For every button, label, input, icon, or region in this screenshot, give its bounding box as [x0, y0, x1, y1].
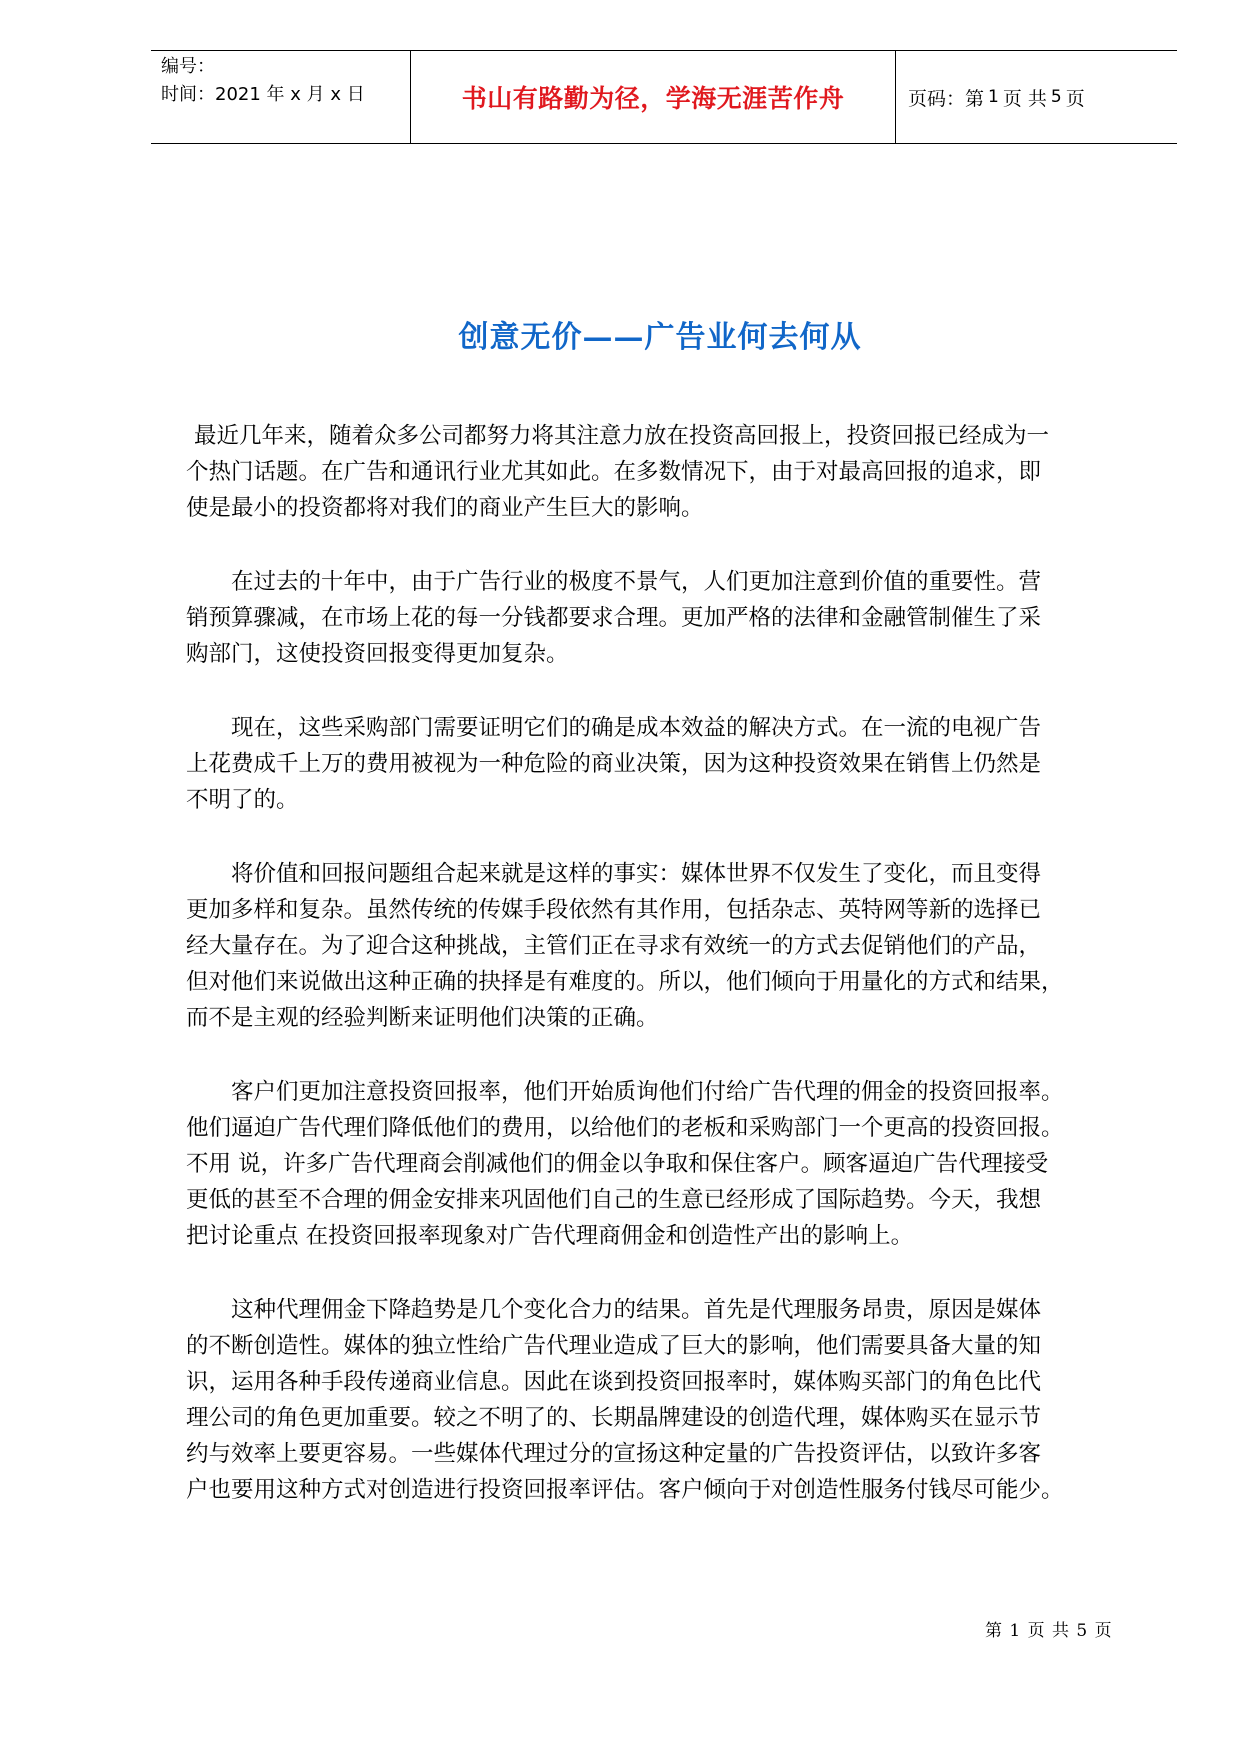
paragraph-line: 识，运用各种手段传递商业信息。因此在谈到投资回报率时，媒体购买部门的角色比代 [186, 1369, 1042, 1395]
page-total: 5 [1050, 87, 1062, 107]
paragraph-line: 户也要用这种方式对创造进行投资回报率评估。客户倾向于对创造性服务付钱尽可能少。 [186, 1477, 1064, 1503]
paragraph-line: 不明了的。 [186, 787, 299, 813]
paragraph-line: 这种代理佣金下降趋势是几个变化合力的结果。首先是代理服务昂贵，原因是媒体 [231, 1297, 1042, 1323]
paragraph-line: 在过去的十年中，由于广告行业的极度不景气，人们更加注意到价值的重要性。营 [231, 569, 1042, 595]
header-meta-cell [151, 51, 411, 143]
paragraph-line: 更低的甚至不合理的佣金安排来巩固他们自己的生意已经形成了国际趋势。今天，我想 [186, 1187, 1042, 1213]
document-time-label: 时间：2021 年 x 月 x 日 [161, 84, 365, 105]
paragraph-line: 上花费成千上万的费用被视为一种危险的商业决策，因为这种投资效果在销售上仍然是 [186, 751, 1042, 777]
paragraph-line: 个热门话题。在广告和通讯行业尤其如此。在多数情况下，由于对最高回报的追求，即 [186, 459, 1042, 485]
page-suffix: 页 [1065, 87, 1085, 110]
paragraph-line: 经大量存在。为了迎合这种挑战，主管们正在寻求有效统一的方式去促销他们的产品， [186, 933, 1042, 959]
paragraph-line: 客户们更加注意投资回报率，他们开始质询他们付给广告代理的佣金的投资回报率。 [231, 1079, 1064, 1105]
paragraph-line: 使是最小的投资都将对我们的商业产生巨大的影响。 [186, 495, 704, 521]
document-number-label: 编号： [161, 56, 215, 77]
paragraph-line: 销预算骤减，在市场上花的每一分钱都要求合理。更加严格的法律和金融管制催生了采 [186, 605, 1042, 631]
paragraph [186, 418, 1146, 526]
paragraph-line: 现在，这些采购部门需要证明它们的确是成本效益的解决方式。在一流的电视广告 [231, 715, 1042, 741]
paragraph [186, 1074, 1146, 1254]
paragraph-line: 但对他们来说做出这种正确的抉择是有难度的。所以，他们倾向于用量化的方式和结果， [186, 969, 1064, 995]
paragraph [186, 1292, 1146, 1508]
paragraph-line: 更加多样和复杂。虽然传统的传媒手段依然有其作用，包括杂志、英特网等新的选择已 [186, 897, 1042, 923]
paragraph-line: 把讨论重点 在投资回报率现象对广告代理商佣金和创造性产出的影响上。 [186, 1223, 914, 1249]
paragraph-line: 将价值和回报问题组合起来就是这样的事实：媒体世界不仅发生了变化，而且变得 [231, 861, 1042, 887]
page-prefix: 页码：第 [908, 87, 985, 110]
page-current: 1 [988, 87, 999, 107]
header-motto: 书山有路勤为径，学海无涯苦作舟 [461, 84, 845, 113]
paragraph-line: 的不断创造性。媒体的独立性给广告代理业造成了巨大的影响，他们需要具备大量的知 [186, 1333, 1042, 1359]
page-footer: 第 1 页 共 5 页 [985, 1621, 1113, 1641]
page-mid: 页 共 [1002, 87, 1047, 110]
paragraph-line: 不用 说，许多广告代理商会削减他们的佣金以争取和保住客户。顾客逼迫广告代理接受 [186, 1151, 1049, 1177]
paragraph-line: 他们逼迫广告代理们降低他们的费用，以给他们的老板和采购部门一个更高的投资回报。 [186, 1115, 1064, 1141]
header-motto-cell [411, 51, 896, 143]
paragraph-line: 约与效率上要更容易。一些媒体代理过分的宣扬这种定量的广告投资评估，以致许多客 [186, 1441, 1042, 1467]
paragraph [186, 564, 1146, 672]
paragraph-line: 而不是主观的经验判断来证明他们决策的正确。 [186, 1005, 659, 1031]
document-title: 创意无价——广告业何去何从 [458, 320, 862, 355]
paragraph-line: 理公司的角色更加重要。较之不明了的、长期晶牌建设的创造代理，媒体购买在显示节 [186, 1405, 1042, 1431]
paragraph [186, 710, 1146, 818]
paragraph [186, 856, 1146, 1036]
document-body [186, 418, 1146, 1508]
header-page-cell [896, 51, 1177, 143]
page-header [151, 50, 1177, 144]
paragraph-line: 购部门，这使投资回报变得更加复杂。 [186, 641, 569, 667]
paragraph-line: 最近几年来，随着众多公司都努力将其注意力放在投资高回报上，投资回报已经成为一 [194, 423, 1050, 449]
